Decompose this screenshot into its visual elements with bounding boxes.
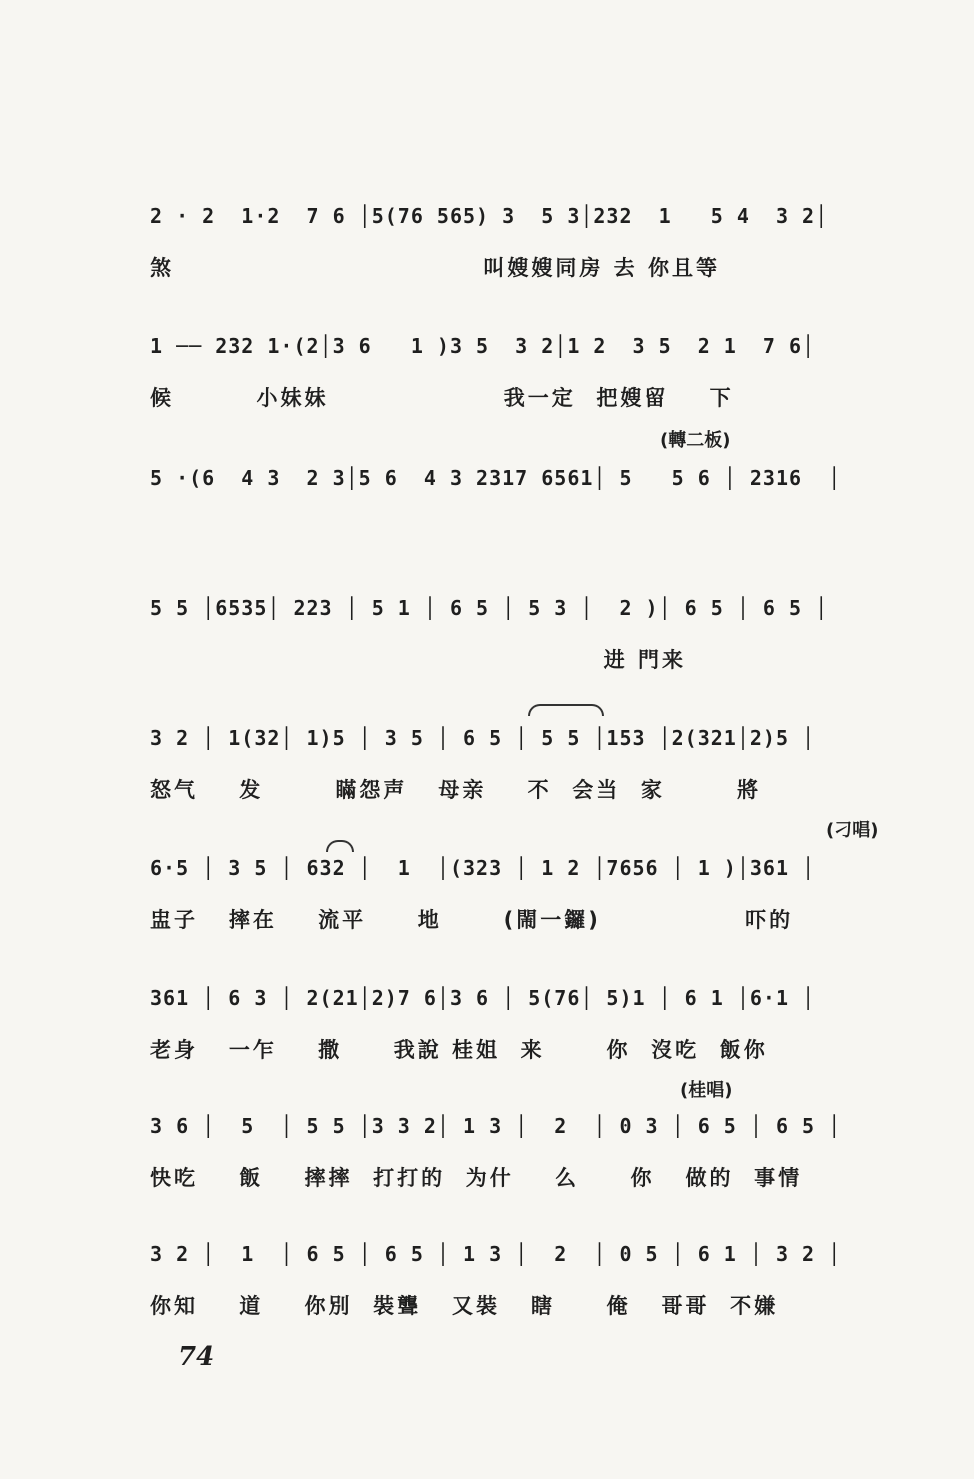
singer-annotation: (桂唱) — [680, 1080, 733, 1101]
notation-line: 5 ·(6 4 3 2 3│5 6 4 3 2317 6561│ 5 5 6 │ 2316 │ — [150, 466, 842, 490]
notation-line: 6·5 │ 3 5 │ 632 │ 1 │(323 │ 1 2 │7656 │ 1 )│361 │ — [150, 856, 816, 880]
notation-line: 3 6 │ 5 │ 5 5 │3 3 2│ 1 3 │ 2 │ 0 3 │ 6 5 │ 6 5 │ — [150, 1114, 842, 1138]
lyrics-line: 候 小妹妹 我一定 把嫂留 下 — [150, 386, 734, 410]
notation-line: 3 2 │ 1 │ 6 5 │ 6 5 │ 1 3 │ 2 │ 0 5 │ 6 1 │ 3 2 │ — [150, 1242, 842, 1266]
lyrics-line: 进 門来 — [150, 648, 686, 672]
notation-line: 361 │ 6 3 │ 2(21│2)7 6│3 6 │ 5(76│ 5)1 │ 6 1 │6·1 │ — [150, 986, 816, 1010]
lyrics-line: 盅子 摔在 流平 地 (閙一鑼) 吓的 — [150, 908, 794, 932]
notation-line: 1 ── 232 1·(2│3 6 1 )3 5 3 2│1 2 3 5 2 1 7 6│ — [150, 334, 816, 358]
tempo-annotation: (轉二板) — [660, 430, 731, 451]
lyrics-line: 怒气 发 瞞怨声 母亲 不 会当 家 將 — [150, 778, 762, 802]
lyrics-line: 老身 一乍 撒 我說 桂姐 来 你 沒吃 飯你 — [150, 1038, 768, 1062]
notation-line: 2 · 2 1·2 7 6 │5(76 565) 3 5 3│232 1 5 4 3 2│ — [150, 204, 829, 228]
notation-line: 5 5 │6535│ 223 │ 5 1 │ 6 5 │ 5 3 │ 2 )│ 6 5 │ 6 5 │ — [150, 596, 829, 620]
slur — [528, 704, 604, 716]
singer-annotation: (刁唱) — [826, 820, 879, 841]
lyrics-line: 你知 道 你別 裝聾 又裝 瞎 俺 哥哥 不嫌 — [150, 1294, 779, 1318]
lyrics-line: 快吃 飯 摔摔 打打的 为什 么 你 做的 事情 — [150, 1166, 803, 1190]
notation-line: 3 2 │ 1(32│ 1)5 │ 3 5 │ 6 5 │ 5 5 │153 │2(321│2)5 │ — [150, 726, 816, 750]
page-number: 74 — [178, 1342, 215, 1372]
lyrics-line: 煞 叫嫂嫂同房 去 你且等 — [150, 256, 720, 280]
